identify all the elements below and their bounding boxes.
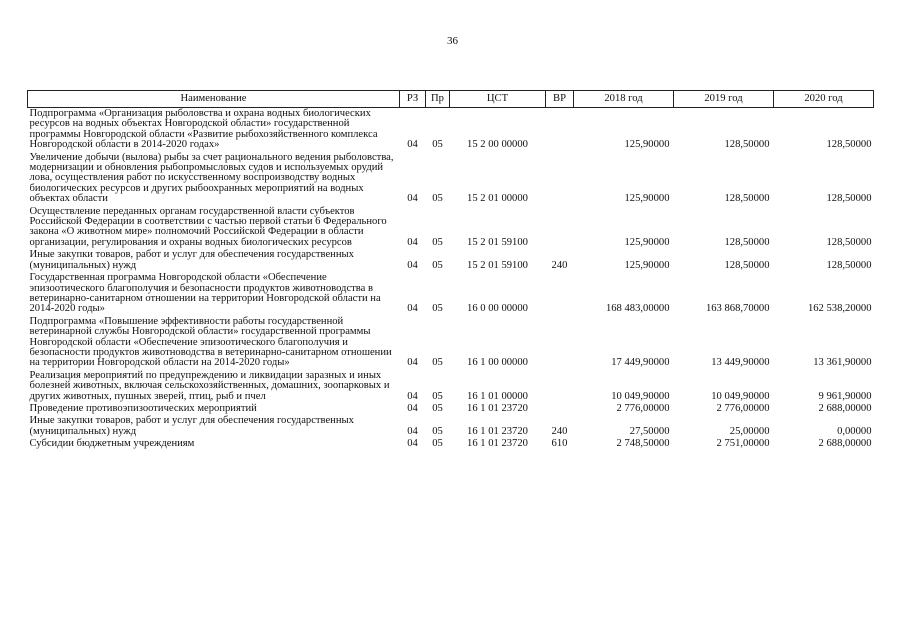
row-value-2020: 0,00000 <box>837 425 872 437</box>
row-rz: 04 <box>407 357 418 369</box>
budget-table <box>27 90 874 451</box>
table-row <box>28 249 874 272</box>
row-value-2019: 25,00000 <box>729 425 770 437</box>
row-value-2020: 13 361,90000 <box>813 357 872 369</box>
header-rz: РЗ <box>400 91 426 108</box>
row-name: Подпрограмма «Организация рыболовства и охрана водных биологических ресурсов на водных объектах Новгородской области» государственной программы Новгородской области «Развитие рыбохозяйственного комплекса Новгородской области в 2014-2020 годах» <box>29 108 378 151</box>
row-value-2020: 128,50000 <box>826 236 872 248</box>
row-value-2020: 128,50000 <box>826 259 872 271</box>
row-cst: 16 1 01 23720 <box>467 438 528 450</box>
row-cst: 16 1 01 23720 <box>467 425 528 437</box>
table-row <box>28 438 874 450</box>
table-row <box>28 152 874 206</box>
table-row <box>28 108 874 152</box>
page-number: 36 <box>447 35 458 47</box>
row-vr <box>546 272 574 316</box>
row-rz: 04 <box>407 236 418 248</box>
row-cst: 16 0 00 00000 <box>467 303 528 315</box>
row-pr: 05 <box>432 236 443 248</box>
table-row <box>28 272 874 316</box>
row-rz: 04 <box>407 259 418 271</box>
row-cst: 15 2 01 59100 <box>467 236 528 248</box>
table-row <box>28 206 874 250</box>
row-vr <box>546 403 574 415</box>
row-cst: 16 1 00 00000 <box>467 357 528 369</box>
row-vr: 240 <box>551 259 568 271</box>
row-value-2018: 125,90000 <box>624 193 670 205</box>
row-rz: 04 <box>407 303 418 315</box>
row-vr <box>546 152 574 206</box>
row-value-2018: 2 776,00000 <box>616 402 670 414</box>
row-cst: 15 2 01 59100 <box>467 259 528 271</box>
row-name: Реализация мероприятий по предупреждению и ликвидации заразных и иных болезней животных, включая сельскохозяйственных, домашних, зоопарковых и других животных, пушных зверей, птиц, рыб и пчел <box>29 369 390 402</box>
row-cst: 15 2 00 00000 <box>467 139 528 151</box>
row-value-2018: 125,90000 <box>624 259 670 271</box>
row-value-2019: 2 776,00000 <box>716 402 770 414</box>
row-value-2019: 128,50000 <box>724 139 770 151</box>
row-name: Подпрограмма «Повышение эффективности работы государственной ветеринарной службы Новгородской области» государственной программы Новгородской области «Обеспечение эпизоотического благополучия и безопасности продуктов животноводства в ветеринарно-санитарном отношении на территории Новгородской области на 2014-2020 годы» <box>29 315 392 369</box>
header-2020: 2020 год <box>774 91 874 108</box>
header-vr: ВР <box>546 91 574 108</box>
row-value-2018: 27,50000 <box>629 425 670 437</box>
table-header-row <box>28 91 874 108</box>
row-name: Увеличение добычи (вылова) рыбы за счет рационального ведения рыболовства, модернизации и обновления рыбопромысловых судов и используемых орудий лова, осуществления работ по искусственному воспроизводству водных биологических ресурсов и других рыбоохранных мероприятий на водных объектах области <box>29 151 394 205</box>
row-value-2020: 162 538,20000 <box>807 303 872 315</box>
row-value-2018: 125,90000 <box>624 139 670 151</box>
row-value-2019: 128,50000 <box>724 193 770 205</box>
table-row <box>28 370 874 403</box>
row-value-2020: 128,50000 <box>826 193 872 205</box>
row-value-2018: 168 483,00000 <box>605 303 670 315</box>
table-row <box>28 403 874 415</box>
table-row <box>28 415 874 438</box>
row-vr <box>546 370 574 403</box>
row-value-2020: 9 961,90000 <box>818 390 872 402</box>
row-cst: 16 1 01 00000 <box>467 390 528 402</box>
row-rz: 04 <box>407 390 418 402</box>
row-pr: 05 <box>432 390 443 402</box>
header-pr: Пр <box>426 91 450 108</box>
row-name: Проведение противоэпизоотических мероприятий <box>29 402 257 414</box>
row-pr: 05 <box>432 425 443 437</box>
row-vr <box>546 206 574 250</box>
row-value-2019: 2 751,00000 <box>716 438 770 450</box>
row-vr: 240 <box>551 425 568 437</box>
header-2019: 2019 год <box>674 91 774 108</box>
row-value-2019: 10 049,90000 <box>711 390 770 402</box>
row-value-2019: 128,50000 <box>724 236 770 248</box>
row-vr <box>546 316 574 370</box>
row-name: Государственная программа Новгородской области «Обеспечение эпизоотического благополучия и безопасности продуктов животноводства в ветеринарно-санитарном отношении на территории Новгородской области на 2014-2020 годы» <box>29 272 381 315</box>
row-value-2020: 2 688,00000 <box>818 402 872 414</box>
header-cst: ЦСТ <box>450 91 546 108</box>
header-name: Наименование <box>28 91 400 108</box>
row-value-2020: 128,50000 <box>826 139 872 151</box>
row-cst: 16 1 01 23720 <box>467 402 528 414</box>
row-rz: 04 <box>407 438 418 450</box>
row-rz: 04 <box>407 425 418 437</box>
row-value-2018: 17 449,90000 <box>611 357 670 369</box>
row-pr: 05 <box>432 193 443 205</box>
table-row <box>28 316 874 370</box>
row-cst: 15 2 01 00000 <box>467 193 528 205</box>
row-value-2019: 128,50000 <box>724 259 770 271</box>
row-rz: 04 <box>407 139 418 151</box>
row-pr: 05 <box>432 139 443 151</box>
row-rz: 04 <box>407 402 418 414</box>
row-value-2020: 2 688,00000 <box>818 438 872 450</box>
row-pr: 05 <box>432 357 443 369</box>
row-name: Субсидии бюджетным учреждениям <box>29 438 195 450</box>
row-pr: 05 <box>432 259 443 271</box>
row-pr: 05 <box>432 438 443 450</box>
row-name: Иные закупки товаров, работ и услуг для обеспечения государственных (муниципальных) нужд <box>29 415 354 437</box>
row-value-2018: 125,90000 <box>624 236 670 248</box>
header-2018: 2018 год <box>574 91 674 108</box>
row-vr <box>546 108 574 152</box>
row-value-2018: 10 049,90000 <box>611 390 670 402</box>
row-value-2018: 2 748,50000 <box>616 438 670 450</box>
row-name: Осуществление переданных органам государственной власти субъектов Российской Федерации в соответствии с частью первой статьи 6 Федерального закона «О животном мире» полномочий Российской Федерации в области организации, регулирования и охраны водных биологических ресурсов <box>29 205 387 248</box>
row-pr: 05 <box>432 303 443 315</box>
row-value-2019: 13 449,90000 <box>711 357 770 369</box>
row-rz: 04 <box>407 193 418 205</box>
row-pr: 05 <box>432 402 443 414</box>
row-name: Иные закупки товаров, работ и услуг для обеспечения государственных (муниципальных) нужд <box>29 249 354 271</box>
row-value-2019: 163 868,70000 <box>705 303 770 315</box>
row-vr: 610 <box>551 438 568 450</box>
